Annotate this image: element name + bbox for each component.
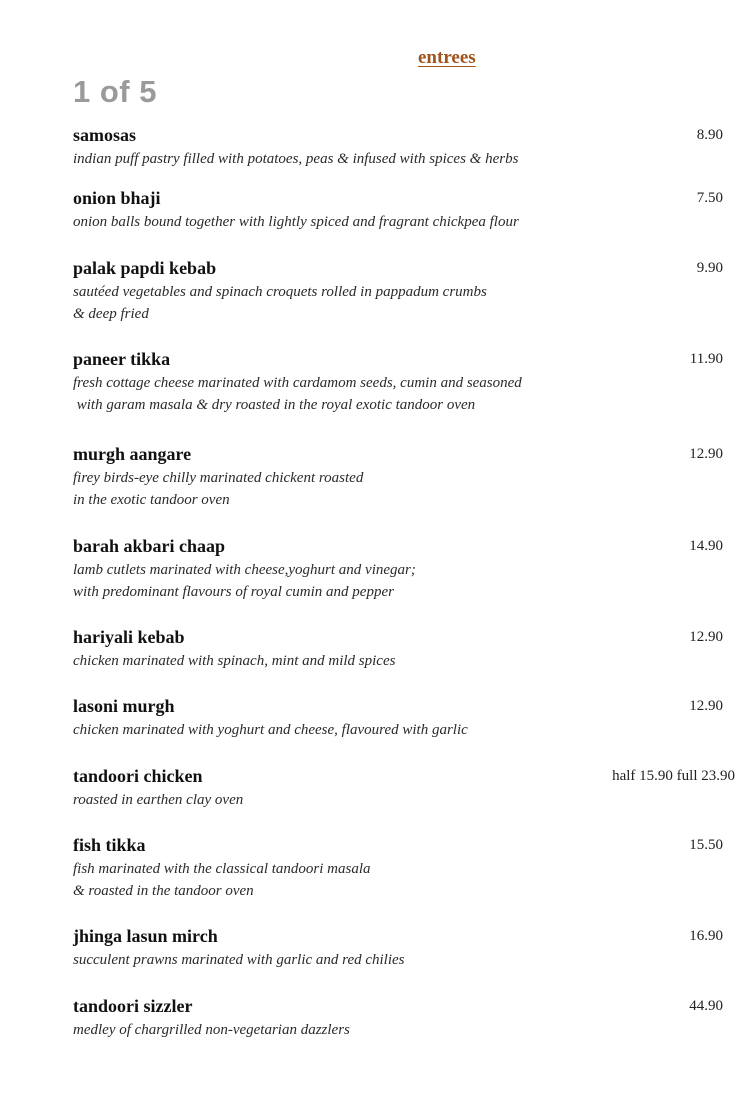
- item-name: fish tikka: [73, 835, 146, 855]
- item-name: lasoni murgh: [73, 696, 175, 716]
- item-description: medley of chargrilled non-vegetarian dazzlers: [73, 1022, 350, 1038]
- item-name: barah akbari chaap: [73, 536, 226, 556]
- item-description: succulent prawns marinated with garlic and red chilies: [73, 952, 405, 968]
- item-description: indian puff pastry filled with potatoes, peas & infused with spices & herbs: [73, 151, 519, 167]
- item-name: jhinga lasun mirch: [73, 926, 218, 946]
- item-description: firey birds-eye chilly marinated chickent roasted in the exotic tandoor oven: [73, 470, 364, 508]
- item-price: 11.90: [689, 351, 723, 367]
- item-price: 12.90: [689, 698, 723, 714]
- item-description: fish marinated with the classical tandoori masala & roasted in the tandoor oven: [73, 861, 371, 899]
- item-description: chicken marinated with yoghurt and cheese, flavoured with garlic: [73, 722, 468, 738]
- item-name: murgh aangare: [73, 444, 192, 464]
- item-price: 12.90: [689, 629, 723, 645]
- item-price: 12.90: [689, 446, 723, 462]
- item-description: onion balls bound together with lightly spiced and fragrant chickpea flour: [73, 214, 519, 230]
- section-title: entrees: [418, 47, 476, 68]
- item-name: tandoori sizzler: [73, 996, 193, 1016]
- item-price: 16.90: [689, 928, 723, 944]
- item-name: hariyali kebab: [73, 627, 185, 647]
- item-description: lamb cutlets marinated with cheese,yoghurt and vinegar; with predominant flavours of royal cumin and pepper: [73, 562, 416, 600]
- page-indicator: 1 of 5: [73, 74, 157, 109]
- item-price: 8.90: [696, 127, 723, 143]
- item-description: roasted in earthen clay oven: [73, 792, 244, 808]
- item-name: onion bhaji: [73, 188, 161, 208]
- item-description: chicken marinated with spinach, mint and mild spices: [73, 653, 396, 669]
- item-price: 44.90: [689, 998, 723, 1014]
- item-name: samosas: [73, 125, 137, 145]
- item-description: fresh cottage cheese marinated with cardamom seeds, cumin and seasoned with garam masala & dry roasted in the royal exotic tandoor oven: [73, 375, 522, 413]
- item-price: 15.50: [689, 837, 723, 853]
- item-price: half 15.90 full 23.90: [612, 768, 735, 784]
- item-description: sautéed vegetables and spinach croquets rolled in pappadum crumbs & deep fried: [73, 284, 487, 322]
- item-price: 9.90: [696, 260, 723, 276]
- item-price: 14.90: [689, 538, 723, 554]
- item-name: tandoori chicken: [73, 766, 203, 786]
- item-name: palak papdi kebab: [73, 258, 217, 278]
- item-price: 7.50: [696, 190, 723, 206]
- item-name: paneer tikka: [73, 349, 171, 369]
